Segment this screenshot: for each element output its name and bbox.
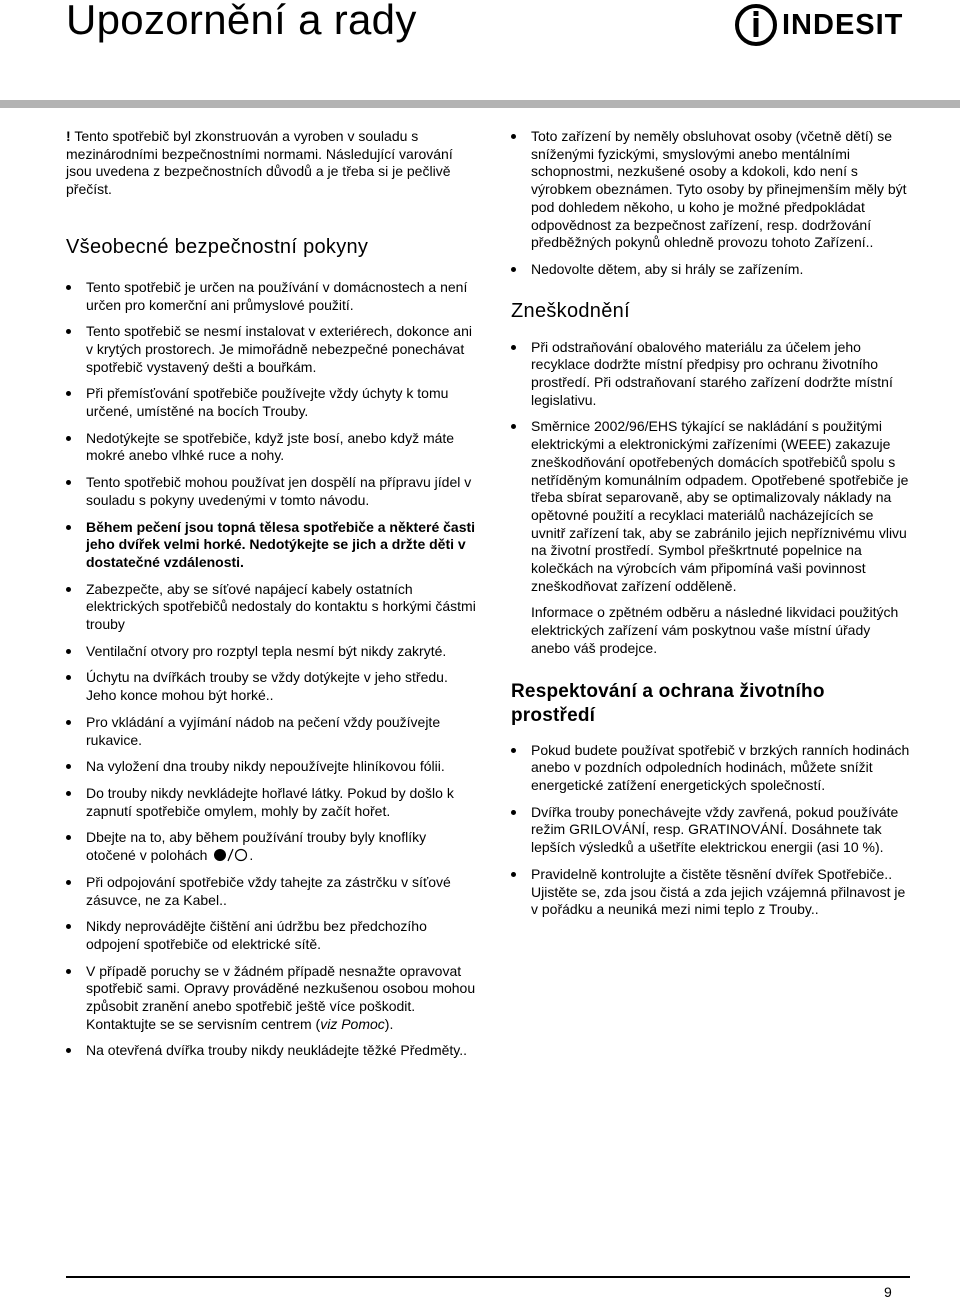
indesit-logo [734, 2, 903, 48]
list-item: Při odpojování spotřebiče vždy tahejte za zástrčku v síťové zásuvce, ne za Kabel.. [66, 874, 476, 909]
users-list [511, 128, 911, 279]
list-item-knobs [66, 829, 476, 864]
list-item: Nikdy neprovádějte čištění ani údržbu bez předchozího odpojení spotřebiče od elektrické sítě. [66, 918, 476, 953]
section-heading-safety: Všeobecné bezpečnostní pokyny [66, 235, 369, 258]
service-reference: viz Pomoc [320, 1015, 385, 1032]
list-item-service [66, 963, 476, 1034]
safety-list [66, 279, 476, 1060]
environment-list [511, 742, 911, 919]
list-item: Při odstraňování obalového materiálu za účelem jeho recyklace dodržte místní předpisy pro ochranu životního prostředí. Při odstraňovaní starého zařízení dodržte místní legislativu. [511, 339, 911, 410]
list-item: Do trouby nikdy nevkládejte hořlavé látky. Pokud by došlo k zapnutí spotřebiče omylem, mohly by začít hořet. [66, 785, 476, 820]
list-item: Pro vkládání a vyjímání nádob na pečení vždy používejte rukavice. [66, 714, 476, 749]
knob-off-position-icon [213, 848, 249, 862]
list-item: Pravidelně kontrolujte a čistěte těsnění dvířek Spotřebiče.. Ujistěte se, zda jsou čistá a zda jejich vzájemná přilnavost je v pořádku a neuniká mezi nimi teplo z Trouby.. [511, 866, 911, 919]
list-item: Ventilační otvory pro rozptyl tepla nesmí být nikdy zakryté. [66, 643, 476, 661]
list-item: Tento spotřebič mohou používat jen dospělí na přípravu jídel v souladu s pokyny uvedenými v tomto návodu. [66, 474, 476, 509]
right-column [511, 128, 911, 919]
warning-mark: ! [66, 128, 71, 144]
service-text: V případě poruchy se v žádném případě nesnažte opravovat spotřebič sami. Opravy prováděné nezkušenou osobou mohou způsobit zranění anebo spotřebič ještě více poškodit. Kontaktujte se se servisním centrem ( [86, 962, 476, 1032]
list-item: Tento spotřebič je určen na používání v domácnostech a není určen pro komerční ani průmyslové použití. [66, 279, 476, 314]
knobs-text: Dbejte na to, aby během používání trouby byly knoflíky otočené v polohách [86, 829, 427, 864]
list-item: Nedovolte dětem, aby si hrály se zařízením. [511, 261, 911, 279]
left-column [66, 128, 476, 1060]
footer-divider [66, 1276, 910, 1278]
section-heading-disposal: Zneškodnění [511, 299, 630, 322]
page-header [0, 0, 960, 110]
service-suffix: ). [384, 1015, 394, 1032]
section-heading-environment: Respektování a ochrana životního prostředí [511, 680, 825, 726]
list-item: Směrnice 2002/96/EHS týkající se nakládání s použitými elektrickými a elektronickými zařízeními (WEEE) zakazuje zneškodňování opotřebených domácích spotřebičů spolu s netříděným komunálním odpadem. Opotřebené spotřebiče je třeba sbírat separovaně, aby se optimalizovaly náklady na opětovné použití a recyklaci materiálů nacházejících se uvnitř zařízení tak, aby se zabránilo jejich nepříznivému vlivu na životní prostředí. Symbol přeškrtnuté popelnice na kolečkách na výrobcích vám připomíná vaši povinnost zneškodňovat zařízení odděleně. [511, 418, 911, 595]
brand-name: INDESIT [782, 8, 904, 41]
page-title: Upozornění a rady [66, 0, 417, 43]
header-divider [0, 100, 960, 108]
page-number: 9 [884, 1284, 892, 1300]
list-item: Pokud budete používat spotřebič v brzkých ranních hodinách anebo v pozdních odpoledních hodinách, můžete snížit energetické zatížení energetických společností. [511, 742, 911, 795]
knobs-suffix: . [249, 847, 254, 864]
list-item: Na otevřená dvířka trouby nikdy neukládejte těžké Předměty.. [66, 1042, 476, 1060]
list-item: Toto zařízení by neměly obsluhovat osoby (včetně dětí) se sníženými fyzickými, smyslovými anebo mentálními schopnostmi, nezkušené osoby a kdokoli, kdo není s výrobkem obeznámen. Tyto osoby by přinejmenším měly být pod dohledem někoho, u koho je možné předpokládat odpovědnost za bezpečnost zařízení, resp. dodržování předběžných pokynů ohledně provozu tohoto Zařízení.. [511, 128, 911, 252]
list-item: Na vyložení dna trouby nikdy nepoužívejte hliníkovou fólii. [66, 758, 476, 776]
list-item: Dvířka trouby ponechávejte vždy zavřená, pokud používáte režim GRILOVÁNÍ, resp. GRATINOVÁNÍ. Dosáhnete tak lepších výsledků a ušetříte elektrickou energii (asi 10 %). [511, 804, 911, 857]
list-item: Úchytu na dvířkách trouby se vždy dotýkejte v jeho středu. Jeho konce mohou být horké.. [66, 669, 476, 704]
brand-i-icon [734, 2, 778, 48]
disposal-list [511, 339, 911, 658]
list-item: Zabezpečte, aby se síťové napájecí kabely ostatních elektrických spotřebičů nedostaly do kontaktu s horkými částmi trouby [66, 581, 476, 634]
list-item: Nedotýkejte se spotřebiče, když jste bosí, anebo když máte mokré anebo vlhké ruce a nohy. [66, 430, 476, 465]
list-item: Při přemísťování spotřebiče používejte vždy úchyty k tomu určené, umístěné na bocích Trouby. [66, 385, 476, 420]
list-item: Tento spotřebič se nesmí instalovat v exteriérech, dokonce ani v krytých prostorech. Je mimořádně nebezpečné ponechávat spotřebič vystavený dešti a bouřkám. [66, 323, 476, 376]
intro-text: Tento spotřebič byl zkonstruován a vyroben v souladu s mezinárodními bezpečnostními normami. Následující varování jsou uvedena z bezpečnostních důvodů a je třeba si je pečlivě přečíst. [66, 128, 453, 198]
list-item-warning: Během pečení jsou topná tělesa spotřebiče a některé časti jeho dvířek velmi horké. Nedotýkejte se jich a držte děti v dostatečné vzdálenosti. [66, 519, 476, 572]
intro-paragraph [66, 128, 476, 199]
disposal-note: Informace o zpětném odběru a následné likvidaci použitých elektrických zařízení vám poskytnou vaše místní úřady anebo váš prodejce. [531, 604, 899, 656]
